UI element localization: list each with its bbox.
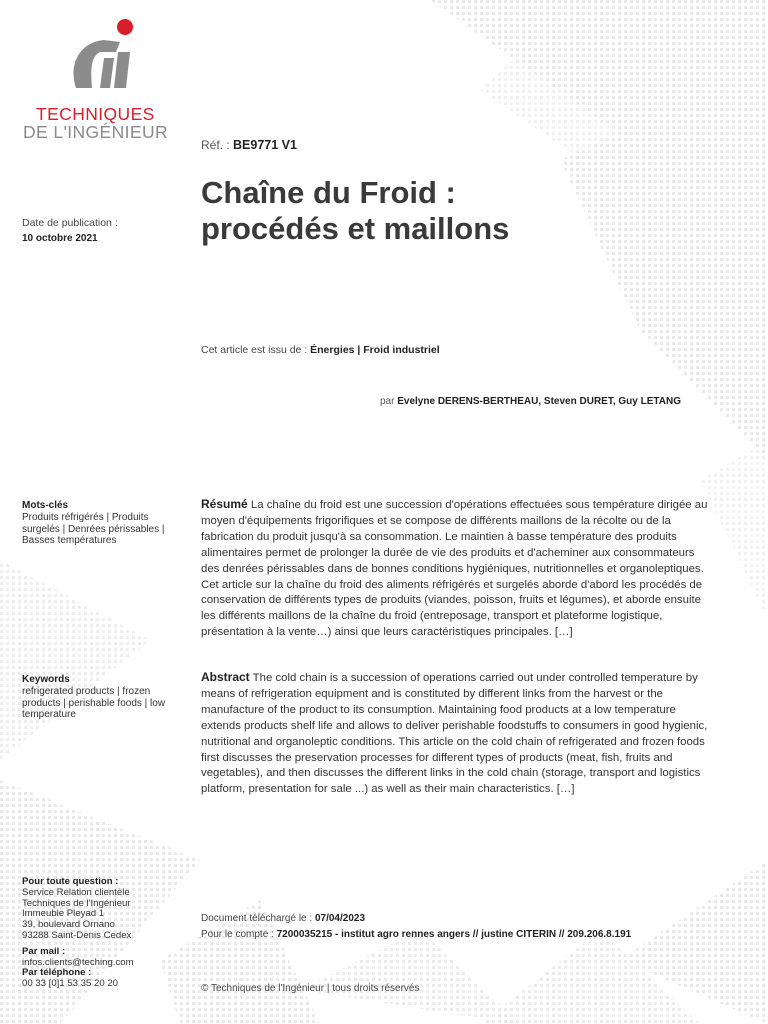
contact-line: Service Relation clientèle xyxy=(22,886,130,898)
copyright: © Techniques de l'Ingénieur | tous droits réservés xyxy=(201,983,420,994)
article-source xyxy=(201,344,440,356)
abstract-paragraph xyxy=(201,670,713,798)
reference-code: BE9771 V1 xyxy=(233,138,297,152)
resume-text: La chaîne du froid est une succession d'opérations effectuées sous température dirigée au moyen d'équipements frigorifiques et se compose de différents maillons de la récolte ou de la fabrication du produit jusqu'à sa consommation. Le maintien à basse température des produits alimentaires permet de prolonger la durée de vie des produits et d'acheminer aux consommateurs des denrées périssables dans de bonnes conditions hygiéniques, nutritionnelles et organoleptiques. Cet article sur la chaîne du froid des aliments réfrigérés et surgelés aborde d'abord les procédés de conservation de différents types de produits (viandes, poisson, fruits et légumes), et aborde ensuite les différents maillons de la chaîne du froid (entreposage, transport et plateforme logistique, présentation à la vente…) ainsi que leurs caractéristiques principales. […] xyxy=(201,499,708,639)
publication-date: 10 octobre 2021 xyxy=(22,233,98,244)
keywords-heading: Keywords xyxy=(22,674,70,685)
contact-line: Techniques de l'Ingénieur xyxy=(22,897,131,909)
contact-line: 93288 Saint-Denis Cedex xyxy=(22,929,132,941)
publication-label: Date de publication : xyxy=(22,217,118,229)
resume-paragraph xyxy=(201,497,713,641)
download-account-label: Pour le compte : xyxy=(201,929,274,940)
article-source-value: Énergies | Froid industriel xyxy=(310,344,440,356)
brand-logo-icon xyxy=(70,18,140,94)
page-title xyxy=(201,175,721,247)
keywords-text: refrigerated products | frozen products | perishable foods | low temperature xyxy=(22,686,166,720)
contact-mail-label: Par mail : xyxy=(22,945,66,957)
contact-line: 39, boulevard Ornano xyxy=(22,919,115,931)
mots-cles-text: Produits réfrigérés | Produits surgelés | Denrées périssables | Basses températures xyxy=(22,512,165,546)
brand-name-line2: DE L'INGÉNIEUR xyxy=(23,122,169,142)
reference xyxy=(201,138,297,152)
authors xyxy=(380,395,710,409)
brand-name-line1: TECHNIQUES xyxy=(36,104,155,124)
download-date-label: Document téléchargé le : xyxy=(201,913,313,924)
contact-phone-label: Par téléphone : xyxy=(22,967,92,979)
contact-line: Immeuble Pleyad 1 xyxy=(22,908,105,920)
download-info xyxy=(201,911,631,943)
contact-block xyxy=(22,877,192,990)
abstract-heading: Abstract xyxy=(201,670,250,684)
abstract-text: The cold chain is a succession of operations carried out under controlled temperature by means of refrigeration equipment and is constituted by different links from the harvest or the manufacture of the product to its consumption. Maintaining food products at a low temperature extends products shelf life and allows to deliver perishable foodstuffs to consumers in good hygienic, nutritional and organoleptic conditions. This article on the cold chain of refrigerated and frozen foods first discusses the preservation processes for different types of products (meat, fish, fruits and vegetables), and then discusses the different links in the cold chain (storage, transport and logistics platform, presentation for sale ...) as well as their main characteristics. […] xyxy=(201,672,708,796)
contact-phone: 00 33 [0]1 53 35 20 20 xyxy=(22,978,119,990)
contact-question-label: Pour toute question : xyxy=(22,876,119,887)
download-date: 07/04/2023 xyxy=(314,913,366,924)
title-line1: Chaîne du Froid : xyxy=(201,175,456,210)
authors-names: Evelyne DERENS-BERTHEAU, Steven DURET, Guy LETANG xyxy=(397,396,681,407)
download-account: 7200035215 - institut agro rennes angers // justine CITERIN // 209.206.8.191 xyxy=(276,929,632,940)
contact-mail[interactable]: infos.clients@teching.com xyxy=(22,956,134,968)
article-source-label: Cet article est issu de : xyxy=(201,344,308,356)
resume-heading: Résumé xyxy=(201,497,248,511)
title-line2: procédés et maillons xyxy=(201,211,510,246)
authors-prefix: par xyxy=(380,396,395,407)
reference-label: Réf. : xyxy=(201,138,230,152)
mots-cles-heading: Mots-clés xyxy=(22,500,69,511)
